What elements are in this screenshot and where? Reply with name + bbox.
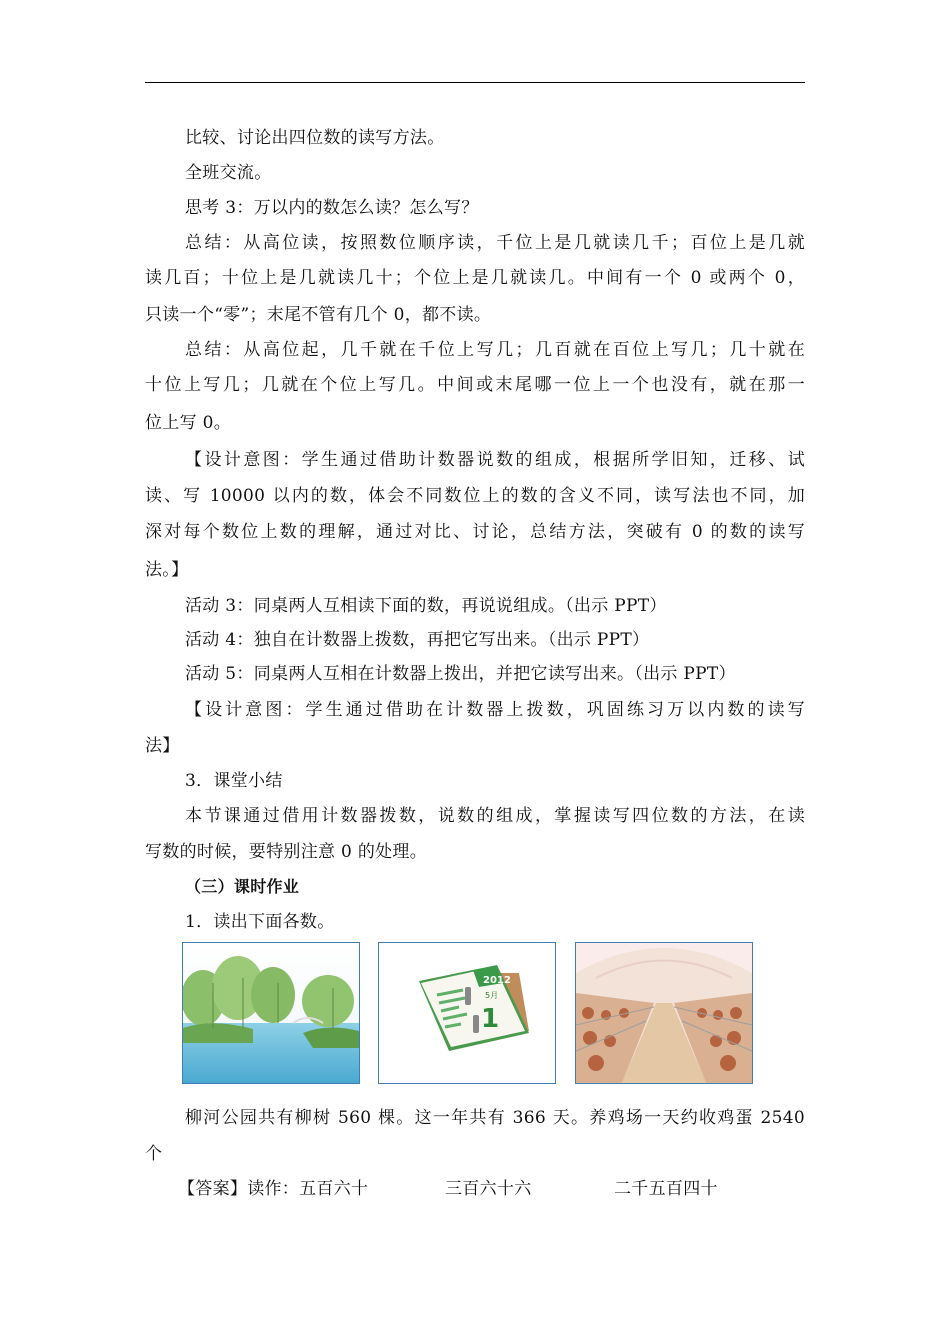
text-line: 比较、讨论出四位数的读写方法。	[185, 128, 445, 148]
answer-2: 三百六十六	[445, 1179, 532, 1199]
text-line: 3．课堂小结	[185, 771, 283, 791]
text-line: 个	[145, 1144, 163, 1164]
answer-label: 【答案】读作：五百六十	[178, 1179, 369, 1199]
text-line: 总结：从高位读，按照数位顺序读，千位上是几就读几千；百位上是几就	[185, 233, 805, 253]
text-line: 思考 3：万以内的数怎么读？怎么写？	[185, 198, 479, 218]
section-heading: （三）课时作业	[185, 877, 300, 896]
text-line: 【设计意图：学生通过借助计数器说数的组成，根据所学旧知，迁移、试	[185, 450, 805, 470]
text-line: 总结：从高位起，几千就在千位上写几；几百就在百位上写几；几十就在	[185, 340, 805, 360]
chicken-farm-image	[575, 942, 753, 1084]
header-rule	[145, 82, 805, 83]
text-line: 写数的时候，要特别注意 0 的处理。	[145, 842, 428, 862]
text-line: 读、写 10000 以内的数，体会不同数位上的数的含义不同，读写法也不同，加	[145, 486, 805, 506]
calendar-day: 1	[481, 1004, 500, 1034]
text-line: 【设计意图：学生通过借助在计数器上拨数，巩固练习万以内数的读写	[185, 700, 805, 720]
text-line: 活动 4：独自在计数器上拨数，再把它写出来。（出示 PPT）	[185, 630, 650, 650]
text-line: 柳河公园共有柳树 560 棵。这一年共有 366 天。养鸡场一天约收鸡蛋 2540	[185, 1108, 805, 1128]
willow-park-image	[182, 942, 360, 1084]
text-line: 1．读出下面各数。	[185, 912, 335, 932]
text-line: 本节课通过借用计数器拨数，说数的组成，掌握读写四位数的方法，在读	[185, 806, 805, 826]
text-line: 法】	[145, 736, 180, 756]
text-line: 全班交流。	[185, 163, 272, 183]
text-line: 活动 3：同桌两人互相读下面的数，再说说组成。（出示 PPT）	[185, 596, 667, 616]
text-line: 法。】	[145, 560, 189, 580]
text-line: 只读一个“零”；末尾不管有几个 0，都不读。	[145, 305, 492, 325]
text-line: 读几百；十位上是几就读几十；个位上是几就读几。中间有一个 0 或两个 0，	[145, 268, 805, 288]
calendar-month: 5月	[485, 991, 499, 1000]
desk-calendar-image	[378, 942, 556, 1084]
text-line: 位上写 0。	[145, 413, 232, 433]
text-line: 十位上写几；几就在个位上写几。中间或末尾哪一位上一个也没有，就在那一	[145, 375, 805, 395]
text-line: 深对每个数位上数的理解，通过对比、讨论，总结方法，突破有 0 的数的读写	[145, 522, 805, 542]
calendar-year: 2012	[483, 975, 511, 986]
text-line: 活动 5：同桌两人互相在计数器上拨出，并把它读写出来。（出示 PPT）	[185, 664, 736, 684]
answer-3: 二千五百四十	[614, 1179, 718, 1199]
